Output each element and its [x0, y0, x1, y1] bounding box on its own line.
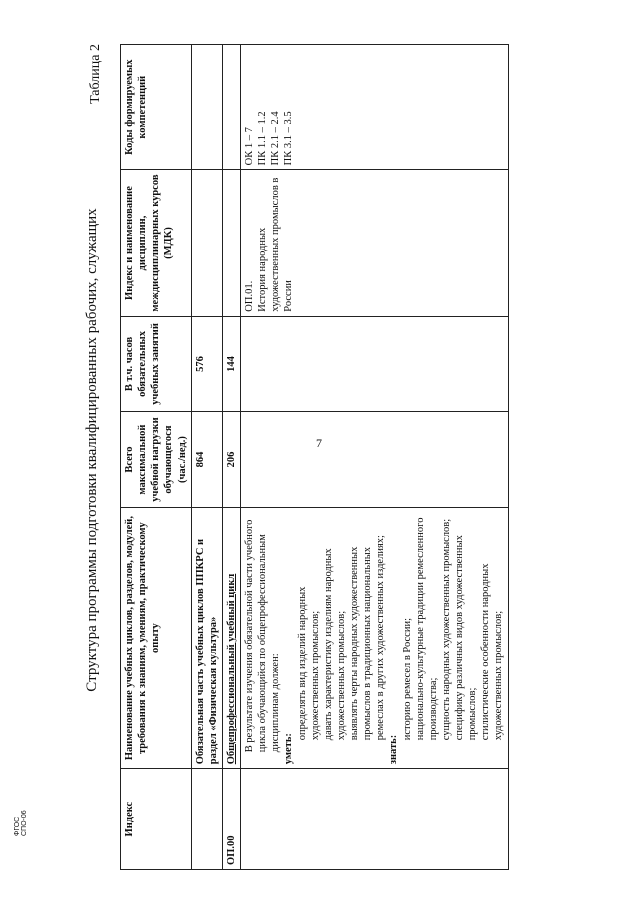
- header-row: [121, 45, 192, 870]
- discipline-name: История народных художественных промыслов в России: [257, 177, 295, 312]
- cell-disciplines: [191, 170, 222, 316]
- structure-table: [120, 44, 509, 870]
- skills-label: уметь:: [283, 733, 295, 765]
- cell-name: Обязательная часть учебных циклов ППКРС и раздел «Физическая культура»: [191, 507, 222, 768]
- knowledge-item: национально-культурные традиции ремесленного производства;: [414, 517, 439, 741]
- skill-item: давать характеристику изделиям народных художественных промыслов;: [322, 548, 347, 741]
- cell-competencies: [241, 45, 509, 170]
- requirements-intro: В результате изучения обязательной части учебного цикла обучающийся по общепрофессиональным дисциплинам должен:: [244, 519, 282, 753]
- cell-name: Общепрофессиональный учебный цикл: [222, 507, 240, 768]
- cell-max-load: 206: [222, 412, 240, 508]
- col-required-hours: В т.ч. часов обязательных учебных занятий: [121, 316, 192, 411]
- cell-disciplines: [241, 170, 509, 316]
- knowledge-item: историю ремесел в России;: [401, 618, 413, 741]
- cell-max-load: [241, 412, 509, 508]
- cell-requirements: [241, 507, 509, 768]
- knowledge-label: знать:: [388, 734, 400, 765]
- rotated-page-content: [84, 30, 584, 870]
- page-heading: Структура программы подготовки квалифицированных рабочих, служащих: [84, 208, 100, 692]
- cell-competencies: [222, 45, 240, 170]
- competency-code: ОК 1 – 7: [244, 127, 255, 166]
- discipline-code: ОП.01.: [244, 280, 255, 312]
- col-index: Индекс: [121, 769, 192, 870]
- cell-index: [241, 769, 509, 870]
- cell-max-load: 864: [191, 412, 222, 508]
- footer-code: ФГОС СПО-06: [14, 810, 28, 836]
- competency-code: ПК 2.1 – 2.4: [270, 111, 282, 166]
- col-disciplines: Индекс и наименование дисциплин, междисциплинарных курсов (МДК): [121, 170, 192, 316]
- cell-competencies: [191, 45, 222, 170]
- knowledge-item: специфику различных видов художественных промыслов;: [454, 535, 479, 741]
- cell-index: ОП.00: [222, 769, 240, 870]
- table-row-op00: [222, 45, 240, 870]
- page-number: 7: [316, 436, 322, 450]
- cell-required-hours: 576: [191, 316, 222, 411]
- skill-item: определять вид изделий народных художественных промыслов;: [296, 586, 321, 741]
- cell-required-hours: 144: [222, 316, 240, 411]
- cell-index: [191, 769, 222, 870]
- table-label: Таблица 2: [88, 44, 103, 104]
- col-name: Наименование учебных циклов, разделов, модулей, требования к знаниям, умениям, практическому опыту: [121, 507, 192, 768]
- competency-code: ПК 1.1 – 1.2: [257, 111, 269, 166]
- skill-item: выявлять черты народных художественных промыслов в традиционных национальных ремеслах в других художественных изделиях;: [349, 535, 387, 741]
- cell-disciplines: [222, 170, 240, 316]
- competency-code: ПК 3.1 – 3.5: [283, 111, 295, 166]
- col-competencies: Коды формируемых компетенций: [121, 45, 192, 170]
- cell-required-hours: [241, 316, 509, 411]
- table-row-mandatory: [191, 45, 222, 870]
- knowledge-item: стилистические особенности народных художественных промыслов;: [480, 563, 505, 741]
- table-row-op01: [241, 45, 509, 870]
- col-max-load: Всего максимальной учебной нагрузки обучающегося (час./нед.): [121, 412, 192, 508]
- knowledge-item: сущность народных художественных промыслов;: [440, 518, 452, 741]
